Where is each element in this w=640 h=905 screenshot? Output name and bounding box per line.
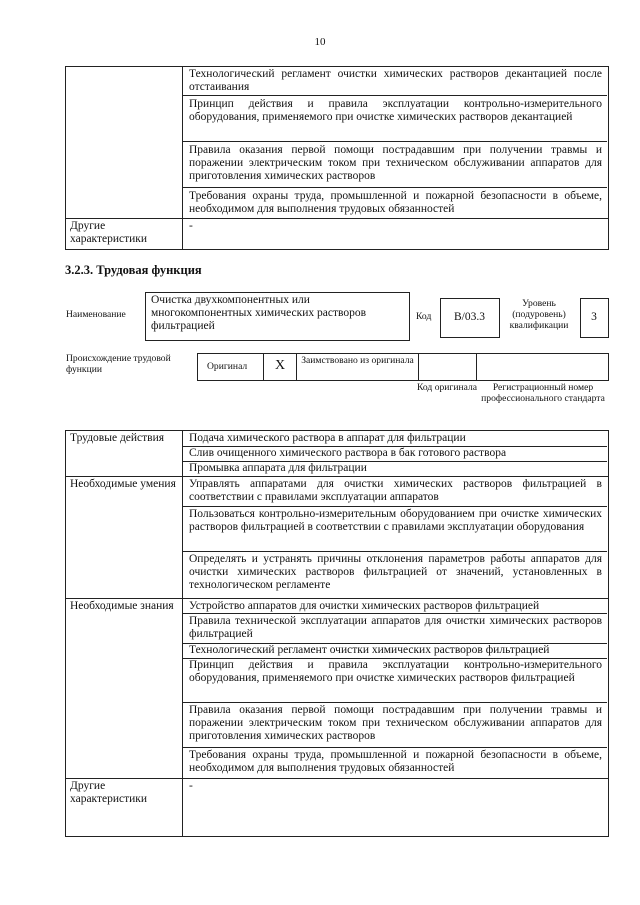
other-value: -: [189, 780, 193, 792]
knowledge-item: Технологический регламент очистки химических растворов фильтрацией: [189, 644, 550, 656]
borrowed-label: Заимствовано из оригинала: [301, 355, 414, 366]
skill-item: Определять и устранять причины отклонения параметров работы аппаратов для очистки химических растворов фильтрацией от значений, установленных в технологическом регламенте: [189, 553, 602, 592]
actions-label: Трудовые действия: [70, 432, 165, 444]
section-title: 3.2.3. Трудовая функция: [65, 263, 202, 277]
action-item: Промывка аппарата для фильтрации: [189, 462, 367, 474]
top-row-4: Требования охраны труда, промышленной и пожарной безопасности в объеме, необходимом для выполнения трудовых обязанностей: [189, 190, 602, 216]
skill-item: Управлять аппаратами для очистки химических растворов фильтрацией в соответствии с правилами эксплуатации аппаратов: [189, 478, 602, 504]
knowledge-item: Правила оказания первой помощи пострадавшим при получении травмы и поражении электрическим током при техническом обслуживании аппаратов для приготовления химических растворов: [189, 704, 602, 743]
other-label: Другие характеристики: [70, 780, 148, 806]
top-table-divider: [182, 66, 183, 249]
skills-label: Необходимые умения: [70, 478, 176, 490]
action-item: Подача химического раствора в аппарат для фильтрации: [189, 432, 466, 444]
code-value: B/03.3: [454, 311, 485, 323]
skill-item: Пользоваться контрольно-измерительным оборудованием при очистке химических растворов фильтрацией в соответствии с правилами эксплуатации оборудования: [189, 508, 602, 534]
reg-caption: Регистрационный номер профессионального стандарта: [481, 382, 605, 404]
original-label: Оригинал: [207, 361, 248, 372]
code-caption: Код оригинала: [416, 382, 478, 393]
knowledge-item: Устройство аппаратов для очистки химических растворов фильтрацией: [189, 600, 540, 612]
level-label: Уровень (подуровень) квалификации: [509, 298, 569, 331]
original-mark: X: [274, 358, 286, 373]
page-number: 10: [314, 36, 326, 48]
level-value: 3: [591, 311, 597, 323]
main-table-divider: [182, 430, 183, 836]
knowledge-item: Требования охраны труда, промышленной и пожарной безопасности в объеме, необходимом для выполнения трудовых обязанностей: [189, 749, 602, 775]
top-other-value: -: [189, 220, 193, 232]
origin-label: Происхождение трудовой функции: [66, 353, 171, 375]
top-row-2: Принцип действия и правила эксплуатации контрольно-измерительного оборудования, применяемого при очистке химических растворов декантацией: [189, 98, 602, 124]
knowledge-item: Принцип действия и правила эксплуатации контрольно-измерительного оборудования, применяемого при очистке химических растворов фильтрацией: [189, 659, 602, 685]
top-row-3: Правила оказания первой помощи пострадавшим при получении травмы и поражении электрическим током при техническом обслуживании аппаратов для приготовления химических растворов: [189, 144, 602, 183]
name-label: Наименование: [66, 309, 126, 320]
knowledge-item: Правила технической эксплуатации аппаратов для очистки химических растворов фильтрацией: [189, 615, 602, 641]
action-item: Слив очищенного химического раствора в бак готового раствора: [189, 447, 507, 459]
name-value: Очистка двухкомпонентных или многокомпонентных химических растворов фильтрацией: [151, 294, 367, 333]
top-row-1: Технологический регламент очистки химических растворов декантацией после отстаивания: [189, 68, 602, 94]
top-other-label: Другие характеристики: [70, 220, 148, 246]
code-label: Код: [416, 311, 432, 322]
knowledge-label: Необходимые знания: [70, 600, 174, 612]
